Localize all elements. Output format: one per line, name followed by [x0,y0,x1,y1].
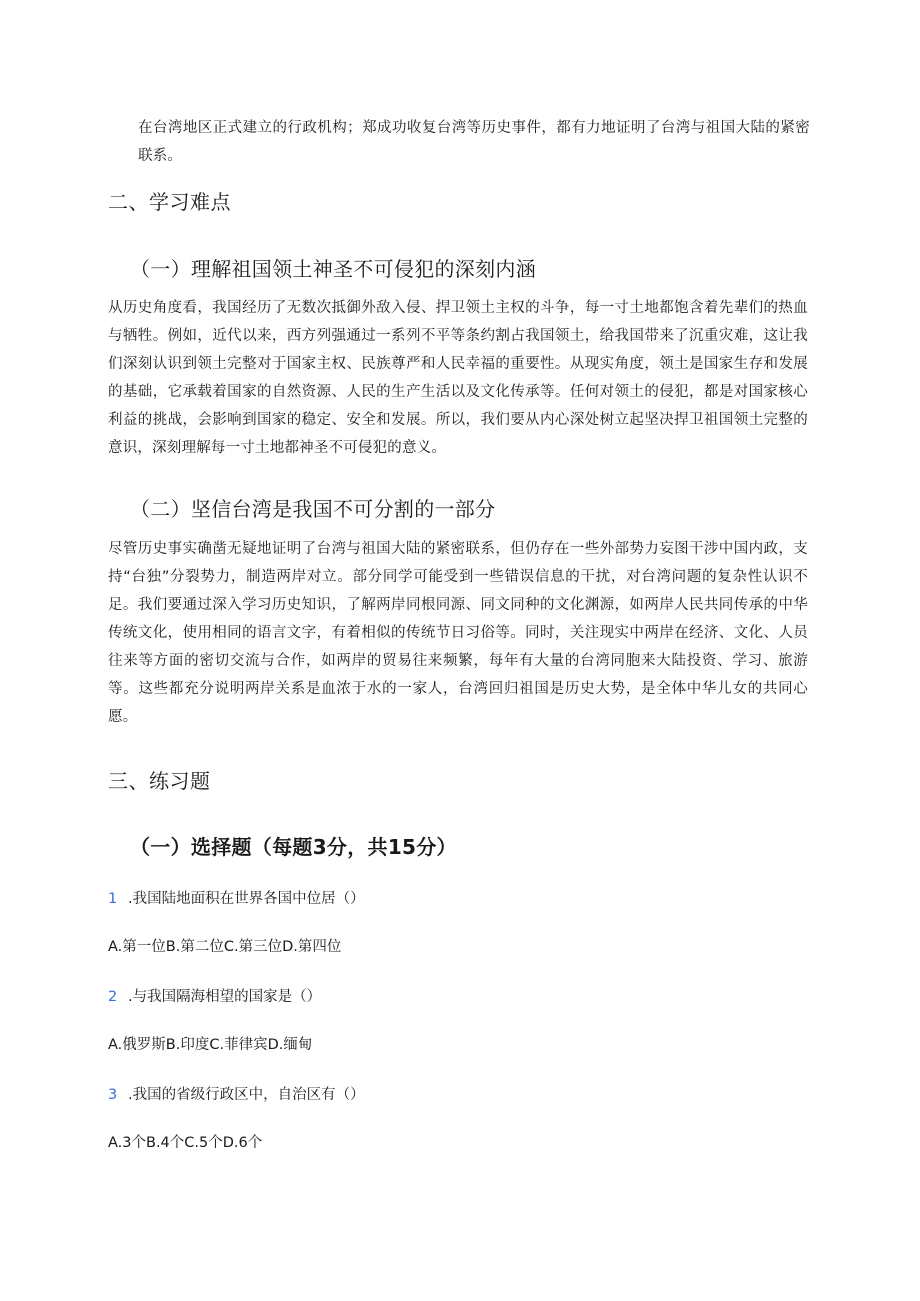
subheading-territory: （一）理解祖国领土神圣不可侵犯的深刻内涵 [130,257,536,281]
paragraph-taiwan: 尽管历史事实确凿无疑地证明了台湾与祖国大陆的紧密联系，但仍存在一些外部势力妄图干涉中国内政，支持“台独”分裂势力，制造两岸对立。部分同学可能受到一些错误信息的干扰，对台湾问题的复杂性认识不足。我们要通过深入学习历史知识，了解两岸同根同源、同文同种的文化渊源，如两岸人民共同传承的中华传统文化，使用相同的语言文字，有着相似的传统节日习俗等。同时，关注现实中两岸在经济、文化、人员往来等方面的密切交流与合作，如两岸的贸易往来频繁，每年有大量的台湾同胞来大陆投资、学习、旅游等。这些都充分说明两岸关系是血浓于水的一家人，台湾回归祖国是历史大势，是全体中华儿女的共同心愿。 [108,541,808,725]
question-text: .我国陆地面积在世界各国中位居（） [128,891,365,907]
paragraph-territory: 从历史角度看，我国经历了无数次抵御外敌入侵、捍卫领土主权的斗争，每一寸土地都饱含着先辈们的热血与牺牲。例如，近代以来，西方列强通过一系列不平等条约割占我国领土，给我国带来了沉重灾难，这让我们深刻认识到领土完整对于国家主权、民族尊严和人民幸福的重要性。从现实角度，领土是国家生存和发展的基础，它承载着国家的自然资源、人民的生产生活以及文化传承等。任何对领土的侵犯，都是对国家核心利益的挑战，会影响到国家的稳定、安全和发展。所以，我们要从内心深处树立起坚决捍卫祖国领土完整的意识，深刻理解每一寸土地都神圣不可侵犯的意义。 [108,300,808,456]
question-3 [108,1083,365,1104]
question-1 [108,887,365,908]
section-heading-exercises: 三、练习题 [108,769,211,793]
question-number: 3 [108,1087,118,1103]
question-2-options: A.俄罗斯B.印度C.菲律宾D.缅甸 [108,1037,313,1053]
question-3-options: A.3个B.4个C.5个D.6个 [108,1135,263,1151]
subheading-multiple-choice: （一）选择题（每题3分，共15分） [130,835,457,859]
question-1-options: A.第一位B.第二位C.第三位D.第四位 [108,939,342,955]
question-2 [108,985,321,1006]
section-heading-difficulties: 二、学习难点 [108,190,231,214]
question-text: .与我国隔海相望的国家是（） [128,989,322,1005]
question-text: .我国的省级行政区中，自治区有（） [128,1087,365,1103]
subheading-taiwan: （二）坚信台湾是我国不可分割的一部分 [130,497,496,521]
question-number: 1 [108,891,118,907]
question-number: 2 [108,989,118,1005]
intro-continuation: 在台湾地区正式建立的行政机构；郑成功收复台湾等历史事件，都有力地证明了台湾与祖国大陆的紧密联系。 [138,120,810,164]
